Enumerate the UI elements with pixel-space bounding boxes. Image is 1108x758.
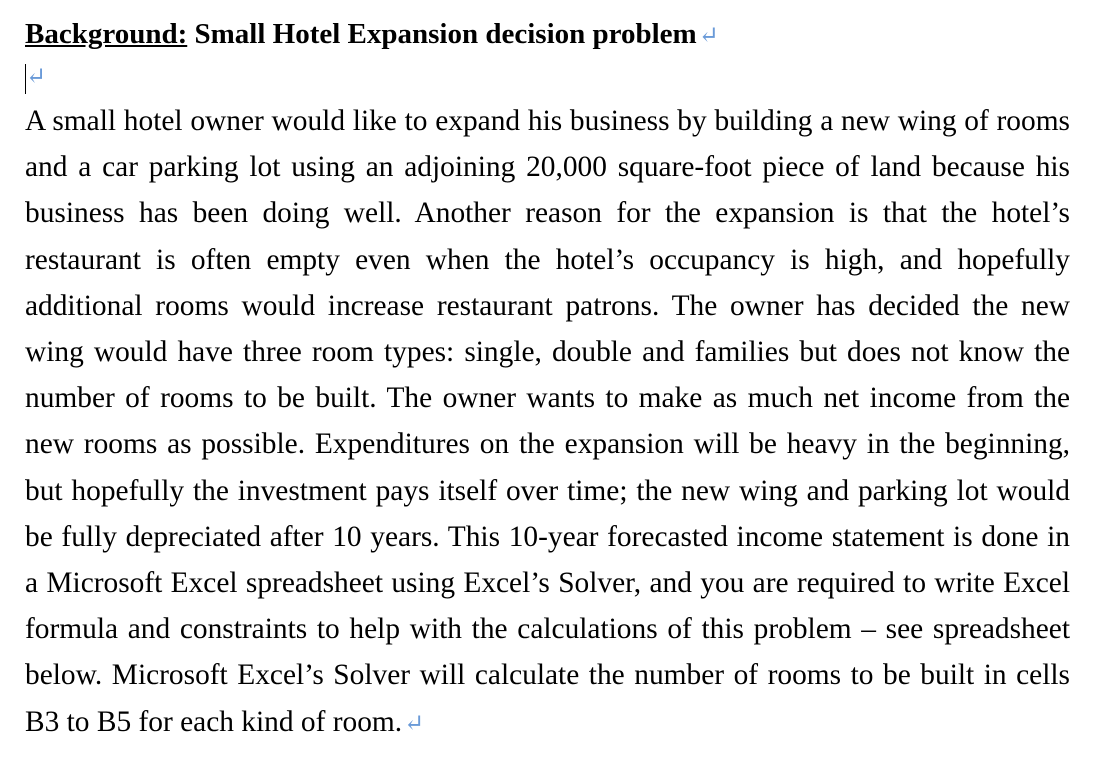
document-page	[25, 12, 1070, 747]
heading-title: Small Hotel Expansion decision problem	[194, 18, 697, 50]
body-paragraph[interactable]	[25, 98, 1070, 747]
heading-label: Background:	[25, 18, 188, 50]
paragraph-mark-icon: ↵	[698, 23, 719, 49]
paragraph-mark-icon: ↵	[404, 710, 425, 737]
paragraph-mark-icon: ↵	[26, 64, 47, 90]
section-heading	[25, 12, 1070, 58]
empty-paragraph[interactable]	[25, 58, 1070, 98]
body-text: A small hotel owner would like to expand his business by building a new wing of rooms and a car parking lot using an adjoining 20,000 square-foot piece of land because his business has been doing well. Another reason for the expansion is that the hotel’s restaurant is often empty even when the hotel’s occupancy is high, and hopefully additional rooms would increase restaurant patrons. The owner has decided the new wing would have three room types: single, double and families but does not know the number of rooms to be built. The owner wants to make as much net income from the new rooms as possible. Expenditures on the expansion will be heavy in the beginning, but hopefully the investment pays itself over time; the new wing and parking lot would be fully depreciated after 10 years. This 10-year forecasted income statement is done in a Microsoft Excel spreadsheet using Excel’s Solver, and you are required to write Excel formula and constraints to help with the calculations of this problem – see spreadsheet below. Microsoft Excel’s Solver will calculate the number of rooms to be built in cells B3 to B5 for each kind of room.	[25, 105, 1070, 738]
